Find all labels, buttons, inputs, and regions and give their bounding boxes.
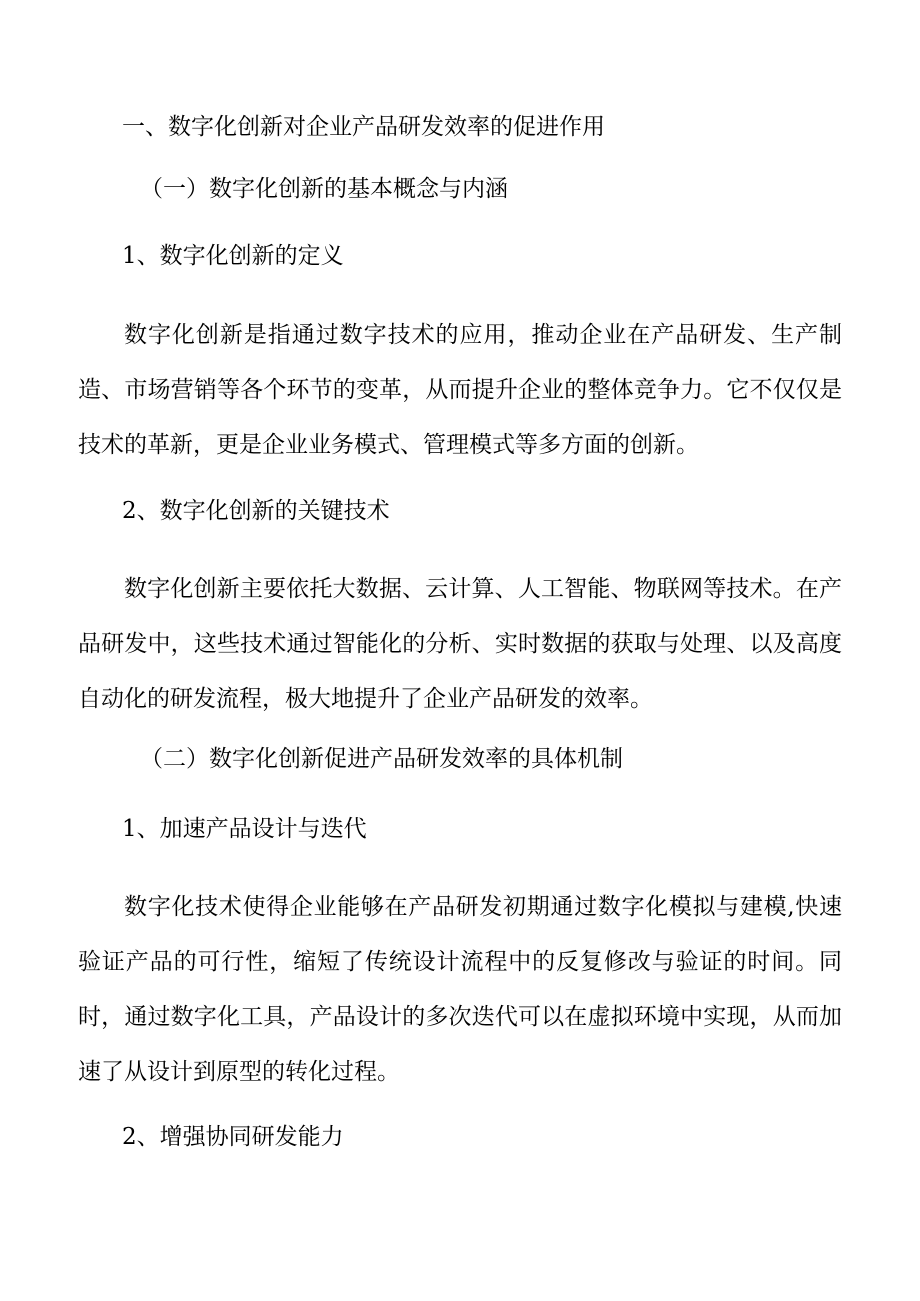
subsection-title-key-technologies: 2、数字化创新的关键技术	[122, 498, 390, 524]
subsection-title-definition: 1、数字化创新的定义	[122, 243, 344, 269]
paragraph-accelerate-design: 数字化技术使得企业能够在产品研发初期通过数字化模拟与建模,快速验证产品的可行性，缩短了传统设计流程中的反复修改与验证的时间。同时，通过数字化工具，产品设计的多次迭代可以在虚拟环境中实现，从而加速了从设计到原型的转化过程。	[78, 894, 842, 1085]
section-title-1: （一）数字化创新的基本概念与内涵	[140, 176, 508, 202]
subsection-title-collaborative-rd: 2、增强协同研发能力	[122, 1124, 344, 1150]
heading-level-1: 一、数字化创新对企业产品研发效率的促进作用	[122, 114, 605, 140]
paragraph-key-technologies: 数字化创新主要依托大数据、云计算、人工智能、物联网等技术。在产品研发中，这些技术通过智能化的分析、实时数据的获取与处理、以及高度自动化的研发流程，极大地提升了企业产品研发的效率。	[78, 576, 842, 712]
subsection-title-accelerate-design: 1、加速产品设计与迭代	[122, 816, 367, 842]
paragraph-definition: 数字化创新是指通过数字技术的应用，推动企业在产品研发、生产制造、市场营销等各个环节的变革，从而提升企业的整体竞争力。它不仅仅是技术的革新，更是企业业务模式、管理模式等多方面的创新。	[78, 322, 842, 458]
section-title-2: （二）数字化创新促进产品研发效率的具体机制	[140, 746, 623, 772]
